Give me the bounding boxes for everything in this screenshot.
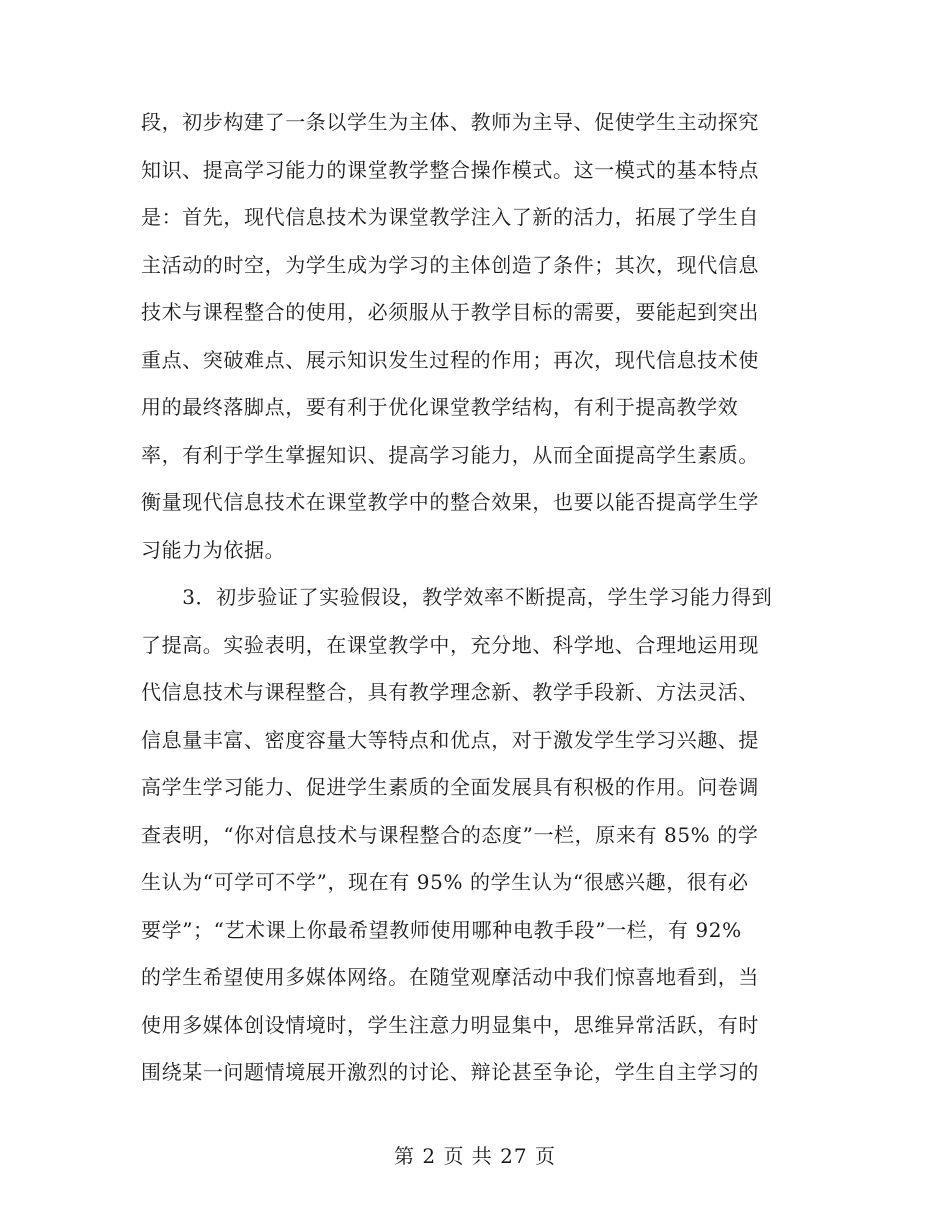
text-line: 的学生希望使用多媒体网络。在随堂观摩活动中我们惊喜地看到，当 (141, 965, 759, 989)
text-line: 衡量现代信息技术在课堂教学中的整合效果，也要以能否提高学生学 (141, 490, 759, 514)
text-line: 习能力为依据。 (141, 537, 286, 562)
text-line: 生认为“可学可不学”，现在有 95% 的学生认为“很感兴趣，很有必 (141, 870, 749, 894)
text-line: 要学”；“艺术课上你最希望教师使用哪种电教手段”一栏，有 92% (141, 917, 742, 942)
text-line: 段，初步构建了一条以学生为主体、教师为主导、促使学生主动探究 (141, 110, 759, 134)
text-line: 知识、提高学习能力的课堂教学整合操作模式。这一模式的基本特点 (141, 157, 759, 182)
body-text (141, 99, 811, 1097)
text-line: 了提高。实验表明，在课堂教学中，充分地、科学地、合理地运用现 (141, 632, 759, 657)
text-line: 重点、突破难点、展示知识发生过程的作用；再次，现代信息技术使 (141, 347, 759, 372)
text-line: 使用多媒体创设情境时，学生注意力明显集中，思维异常活跃，有时 (141, 1012, 759, 1037)
text-line: 技术与课程整合的使用，必须服从于教学目标的需要，要能起到突出 (141, 300, 759, 324)
text-line: 用的最终落脚点，要有利于优化课堂教学结构，有利于提高教学效 (141, 395, 739, 419)
page-footer: 第 2 页 共 27 页 (394, 1144, 556, 1168)
text-line: 查表明，“你对信息技术与课程整合的态度”一栏，原来有 85% 的学 (141, 822, 759, 847)
text-line: 围绕某一问题情境展开激烈的讨论、辩论甚至争论，学生自主学习的 (141, 1060, 759, 1084)
text-line: 率，有利于学生掌握知识、提高学习能力，从而全面提高学生素质。 (141, 442, 759, 467)
text-line: 主活动的时空，为学生成为学习的主体创造了条件；其次，现代信息 (141, 252, 759, 277)
text-line: 是：首先，现代信息技术为课堂教学注入了新的活力，拓展了学生自 (141, 205, 759, 229)
text-line: 高学生学习能力、促进学生素质的全面发展具有积极的作用。问卷调 (141, 775, 759, 799)
text-line: 3．初步验证了实验假设，教学效率不断提高，学生学习能力得到 (141, 585, 773, 609)
text-line: 信息量丰富、密度容量大等特点和优点，对于激发学生学习兴趣、提 (141, 727, 759, 752)
text-line: 代信息技术与课程整合，具有教学理念新、教学手段新、方法灵活、 (141, 680, 759, 704)
